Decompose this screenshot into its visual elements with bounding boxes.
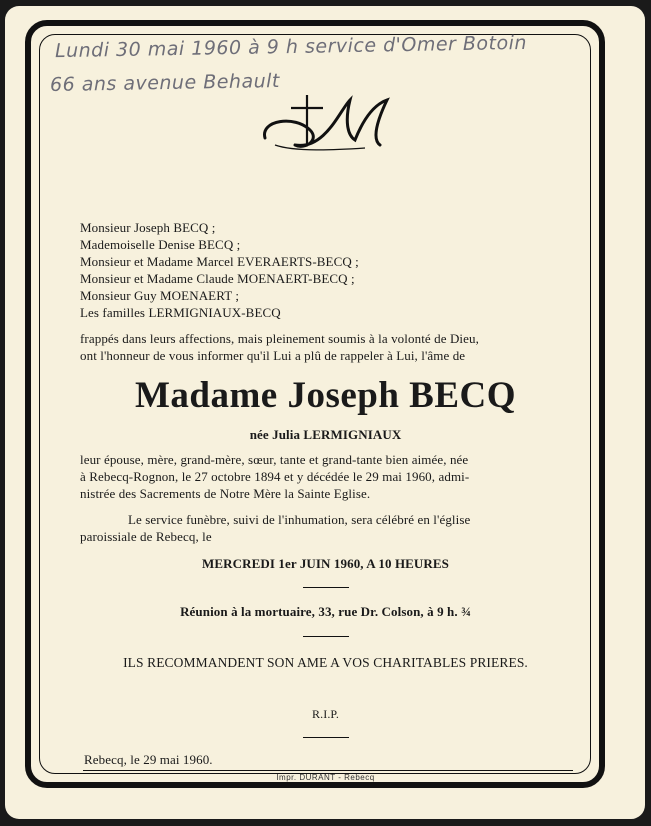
place-date: Rebecq, le 29 mai 1960. xyxy=(84,752,213,767)
intro-line-1: frappés dans leurs affections, mais pleinement soumis à la volonté de Dieu, xyxy=(80,331,479,346)
divider xyxy=(303,737,349,738)
service-line-2: paroissiale de Rebecq, le xyxy=(80,529,212,544)
handwritten-note-line-2: 66 ans avenue Behault xyxy=(49,69,281,97)
intro-line-2: ont l'honneur de vous informer qu'il Lui a plû de rappeler à Lui, l'âme de xyxy=(80,348,466,363)
deceased-name: Madame Joseph BECQ xyxy=(134,375,517,416)
maiden-name: Julia LERMIGNIAUX xyxy=(272,427,402,442)
family-line-5: Monsieur Guy MOENAERT ; xyxy=(80,288,240,303)
family-line-2: Mademoiselle Denise BECQ ; xyxy=(80,237,241,252)
family-line-4: Monsieur et Madame Claude MOENAERT-BECQ ; xyxy=(80,271,355,286)
service-date: MERCREDI 1er JUIN 1960, A 10 HEURES xyxy=(201,556,450,571)
description-line-3: nistrée des Sacrements de Notre Mère la Sainte Eglise. xyxy=(80,486,371,501)
nee-label: née xyxy=(249,427,269,442)
reunion-line: Réunion à la mortuaire, 33, rue Dr. Colson, à 9 h. ¾ xyxy=(180,604,471,619)
description-line-2: à Rebecq-Rognon, le 27 octobre 1894 et y décédée le 29 mai 1960, admi- xyxy=(80,469,470,484)
bottom-rule xyxy=(83,770,573,771)
recommend-line: ILS RECOMMANDENT SON AME A VOS CHARITABLES PRIERES. xyxy=(123,655,528,670)
divider xyxy=(303,587,349,588)
cross-monogram-icon xyxy=(255,90,395,165)
printer-credit: Impr. DURANT - Rebecq xyxy=(276,773,375,782)
service-line-1: Le service funèbre, suivi de l'inhumation, sera célébré en l'église xyxy=(128,512,471,527)
family-line-6: Les familles LERMIGNIAUX-BECQ xyxy=(80,305,281,320)
family-line-1: Monsieur Joseph BECQ ; xyxy=(80,220,216,235)
rip-line: R.I.P. xyxy=(312,707,339,721)
family-line-3: Monsieur et Madame Marcel EVERAERTS-BECQ ; xyxy=(80,254,359,269)
divider xyxy=(303,636,349,637)
description-line-1: leur épouse, mère, grand-mère, sœur, tante et grand-tante bien aimée, née xyxy=(80,452,469,467)
nee-line xyxy=(0,427,651,443)
handwritten-note-line-1: Lundi 30 mai 1960 à 9 h service d'Omer Botoin xyxy=(54,31,528,63)
